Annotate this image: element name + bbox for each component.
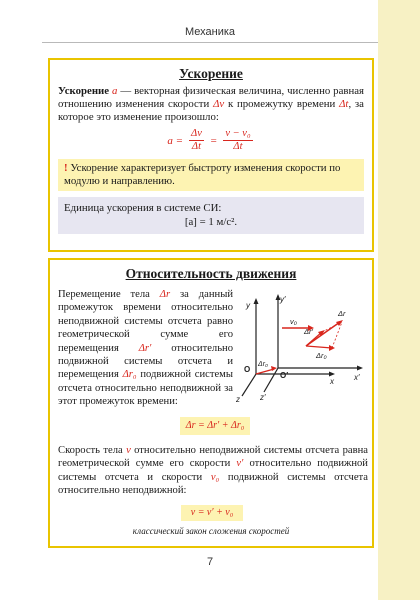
rel1-delta-r: Δr <box>159 289 171 300</box>
note-text: Ускорение характеризует быстроту изменения скорости по модулю и направлению. <box>64 162 341 187</box>
rel2-v: v <box>126 445 131 456</box>
rel2-part-b: относительно неподвижной системы отсчета равна геометрической сумме его скорости <box>58 445 368 470</box>
fraction-1 <box>189 128 204 153</box>
label-delta-r: Δr <box>338 309 346 318</box>
x-prime-axis-arrow-icon <box>357 366 363 371</box>
z-axis <box>242 374 256 396</box>
relativity-card <box>48 258 374 548</box>
label-x: x <box>330 377 334 386</box>
term-acceleration: Ускорение <box>58 85 110 97</box>
rel1-part-b: за данный промежуток времени относительно неподвижной системы отсчета равно геометрической сумме его перемещения <box>58 289 233 354</box>
rel1-delta-r-prime: Δr′ <box>138 342 152 354</box>
label-delta-r0-origin: Δr₀ <box>258 361 268 368</box>
label-z: z <box>236 395 240 404</box>
symbol-a: a <box>112 85 118 97</box>
origin-shift-vector <box>256 369 274 374</box>
reference-frames-diagram <box>234 288 366 408</box>
definition-part-2: к промежутку времени <box>227 98 336 110</box>
rel1-part-a: Перемещение тела <box>58 289 150 300</box>
label-v0: v₀ <box>290 317 297 326</box>
formula-equals: = <box>209 135 218 148</box>
fraction-1-denominator: Δt <box>191 141 201 152</box>
label-delta-r-prime: Δr′ <box>304 327 313 336</box>
header-rule <box>42 42 378 43</box>
displacement-formula: Δr = Δr′ + Δr₀ <box>180 417 250 435</box>
page-number: 7 <box>206 556 214 568</box>
label-y-prime: y′ <box>280 295 286 304</box>
rel1-delta-r0: Δr₀ <box>122 369 137 381</box>
delta-r-arrow-icon <box>336 320 343 326</box>
velocity-formula: v = v′ + v₀ <box>181 505 243 521</box>
label-x-prime: x′ <box>354 373 360 382</box>
running-head: Механика <box>184 26 236 38</box>
label-origin-prime: O′ <box>280 371 289 380</box>
units-line-2: [a] = 1 м/с². <box>184 216 238 228</box>
rel2-v0: v₀ <box>210 471 220 483</box>
relativity-title: Относительность движения <box>125 266 297 281</box>
units-line-1: Единица ускорения в системе СИ: <box>64 202 222 214</box>
label-z-prime: z′ <box>260 393 266 402</box>
label-delta-r0: Δr₀ <box>316 351 327 360</box>
rel2-part-a: Скорость тела <box>58 445 123 456</box>
acceleration-title: Ускорение <box>179 66 243 81</box>
acceleration-card <box>48 58 374 252</box>
definition-part-1: — векторная физическая величина, численно равная отношению изменения скорости <box>58 85 364 110</box>
y-axis-arrow-icon <box>254 298 259 304</box>
acceleration-note <box>58 159 364 191</box>
fraction-2-numerator: v − v₀ <box>225 128 251 139</box>
symbol-delta-t: Δt <box>339 98 349 110</box>
rel1-part-d: подвижной системы отсчета относительно неподвижной за этот промежуток времени: <box>58 369 233 408</box>
symbol-delta-v: Δv <box>213 98 225 110</box>
relativity-text-2 <box>58 444 368 498</box>
acceleration-formula <box>50 128 372 153</box>
relativity-text-1 <box>58 288 233 409</box>
side-band <box>378 0 420 600</box>
delta-r0-vector <box>306 346 332 348</box>
velocity-law-caption: классический закон сложения скоростей <box>132 526 290 536</box>
fraction-2-denominator: Δt <box>233 141 243 152</box>
rel2-v-prime: v′ <box>236 458 244 470</box>
note-exclamation: ! <box>64 162 68 174</box>
formula-lhs: a = <box>167 135 184 148</box>
x-axis-arrow-icon <box>329 372 335 377</box>
rel2-part-d: подвижной системы отсчета относительно неподвижной: <box>58 471 368 497</box>
label-y: y <box>246 301 250 310</box>
definition-part-3: , за которое это изменение произошло: <box>58 98 364 123</box>
fraction-2 <box>223 128 252 153</box>
units-box <box>58 197 364 234</box>
acceleration-definition <box>50 82 372 124</box>
rel2-part-c: относительно подвижной системы отсчета и скорости <box>58 458 368 483</box>
label-origin: O <box>244 365 251 374</box>
fraction-1-numerator: Δv <box>191 128 202 139</box>
rel1-part-c: относительно подвижной системы отсчета и перемещения <box>58 342 233 381</box>
